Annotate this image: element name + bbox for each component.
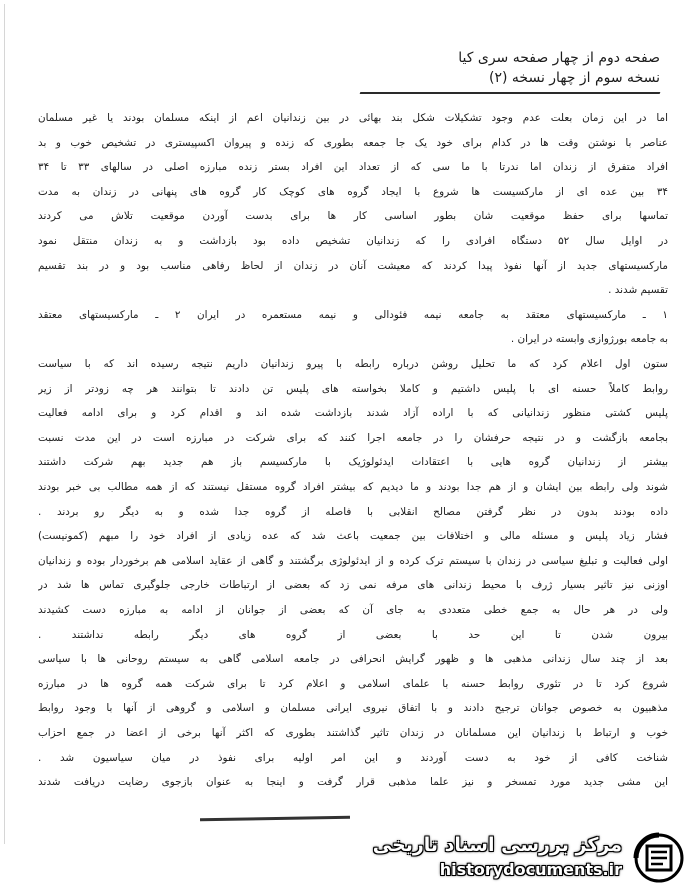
body-text-line: مذهبیون به خصوص جوانان ترجیح دادند و با اتفاق نیروی ایرانی مسلمان و اسلامی و گروهی از آنها با وجود روابط <box>38 702 668 715</box>
body-text-line: بجامعه بازگشت و در نتیجه حرفشان را در جامعه اجرا کنند که برای شرکت در مبارزه است در این مدت نسبت <box>38 431 668 444</box>
body-text-line: مارکسیستهای جدید از آنها نفوذ پیدا کردند که معیشت آنان در زندان از لحاظ رفاهی مناسب بود و در بند تقسیم <box>38 259 668 272</box>
body-text-line: اوزنی نیز تاثیر بسیار ژرف با محیط زندانی های مرفه نمی زد که بعضی از ارتباطات خارجی جلوگیری تماس ها شد در <box>38 579 668 592</box>
body-text-line: داده بودند بدون در نظر گرفتن مصالح انقلابی با فاصله از گروه جدا شده و به دیگر رو بردند . <box>38 505 668 518</box>
body-text-line: عناصر با نوشتن وقت ها در کدام برای خود یک جا جمعه بطوری که زنده و پیروان اکسپیستری در تشخیص خوب و بد <box>38 136 668 149</box>
body-text-line: تماسها برای حفظ موقعیت شان بطور اساسی کار ها برای بدست آوردن موقعیت تلاش می کردند <box>38 210 668 223</box>
body-text-line: فشار زیاد پلیس و مسئله مالی و اختلافات بین جمعیت باعث شد که عده زیادی از افراد خود را مبهم (کمونیست) <box>38 530 668 543</box>
page-header-line-1: صفحه دوم از چهار صفحه سری کیا <box>458 50 660 66</box>
body-text-line: بعد از چند سال زندانی مذهبی ها و ظهور گرایش انحرافی در جامعه اسلامی گاهی به سیستم روحانی ها با سیاسی <box>38 653 668 666</box>
body-text-line: خوب و ارتباط با زندانیان این مسلمانان در زندان تاثیر گذاشتند بطوری که اکثر آنها برخی از اعضا در جمع احزاب <box>38 727 668 739</box>
archive-watermark <box>372 830 698 885</box>
body-text-line: اما در این زمان بعلت عدم وجود تشکیلات شکل بند بهائی در بین زندانیان اعم از اینکه مسلمان بودند یا غیر مسلمان <box>38 112 668 124</box>
scan-frame <box>4 4 695 844</box>
body-text-line: ستون اول اعلام کرد که ما تحلیل روشن درباره رابطه با پیرو زندانیان داریم نتیجه رسیده اند که با سیاست <box>38 358 668 370</box>
body-text-line: به جامعه بورژوازی وابسته در ایران . <box>510 333 668 346</box>
body-text-line: روابط کاملاً حسنه ای با پلیس داشتیم و کاملا بخواسته های پلیس تن دادند تا بتوانند هر چه زودتر از زیر <box>38 382 668 395</box>
watermark-title: مرکز بررسی اسناد تاریخی <box>372 834 622 856</box>
body-text-line: افراد متفرق از زندان اما ندرتا با ما سی که از تعداد این افراد بستر زنده مبارزه اصلی در سالهای ۳۳ تا ۳۴ <box>38 161 668 174</box>
header-underline-mark <box>360 92 661 94</box>
body-text-line: بیشتر از زندانیان گروه هایی با اعتقادات ایدئولوژیک با مارکسیسم باز هم جدید بهم شرکت داشتند <box>38 456 668 469</box>
body-text-line: ولی در هر حال به جمع خطی متعددی به جای آن که بعضی از جوانان از ادامه به مبارزه دست کشیدند <box>38 604 668 616</box>
body-text-line: ۱ ـ مارکسیستهای معتقد به جامعه نیمه فئودالی و نیمه مستعمره در ایران ۲ ـ مارکسیستهای معتقد <box>38 308 668 321</box>
archive-seal-logo-icon <box>630 832 688 884</box>
body-text-line: این مشی جدید مورد تمسخر و نیز علما مذهبی قرار گرفت و اینجا به عنوان بازجوی رضایت دریافت شدند <box>38 776 668 789</box>
body-text-line: شناخت کافی از خود به دست آوردند و این امر اولیه برای نفوذ در میان سیاسیون شد . <box>38 751 668 764</box>
body-text-line: در اوایل سال ۵۲ دستگاه افرادی را که زندانیان تشخیص داده بود بازداشت و به زندان منتقل نمود <box>38 235 668 247</box>
watermark-url: historydocuments.ir <box>439 860 622 879</box>
body-text-line: شوند ولی رابطه بین ایشان و از هم جدا بودند و ما دیدیم که بیشتر افراد گروه مستقل نیستند که از همه مطالب بی خبر بودند <box>38 481 668 493</box>
body-text-line: ۳۴ بین عده ای از مارکسیست ها شروع با ایجاد گروه های کوچک کار گروه های پنهانی در زندان به مدت <box>38 185 668 198</box>
page-header-line-2: نسخه سوم از چهار نسخه (۲) <box>489 70 660 86</box>
body-text-line: تقسیم شدند . <box>608 284 668 297</box>
body-text-line: بیرون شدن تا این حد با بعضی از گروه های دیگر رابطه نداشتند . <box>38 628 668 641</box>
body-text-line: اولی فعالیت و تبلیغ سیاسی در زندان با سیستم ترک کرده و از ایدئولوژی برگشتند و گاهی از عقاید اسلامی هم برخوردار بوده و زندانیان <box>38 554 668 567</box>
body-text-line: پلیس کشتی منظور زندانیانی که با اراده آزاد شدند بازداشت شده اند و اقدام کرد و برای ادامه فعالیت <box>38 407 668 420</box>
body-text-line: شروع کرد تا در تئوری روابط حسنه با علمای اسلامی و اعلام کرد تا برای شرکت همه گروه ها در مبارزه <box>38 677 668 690</box>
